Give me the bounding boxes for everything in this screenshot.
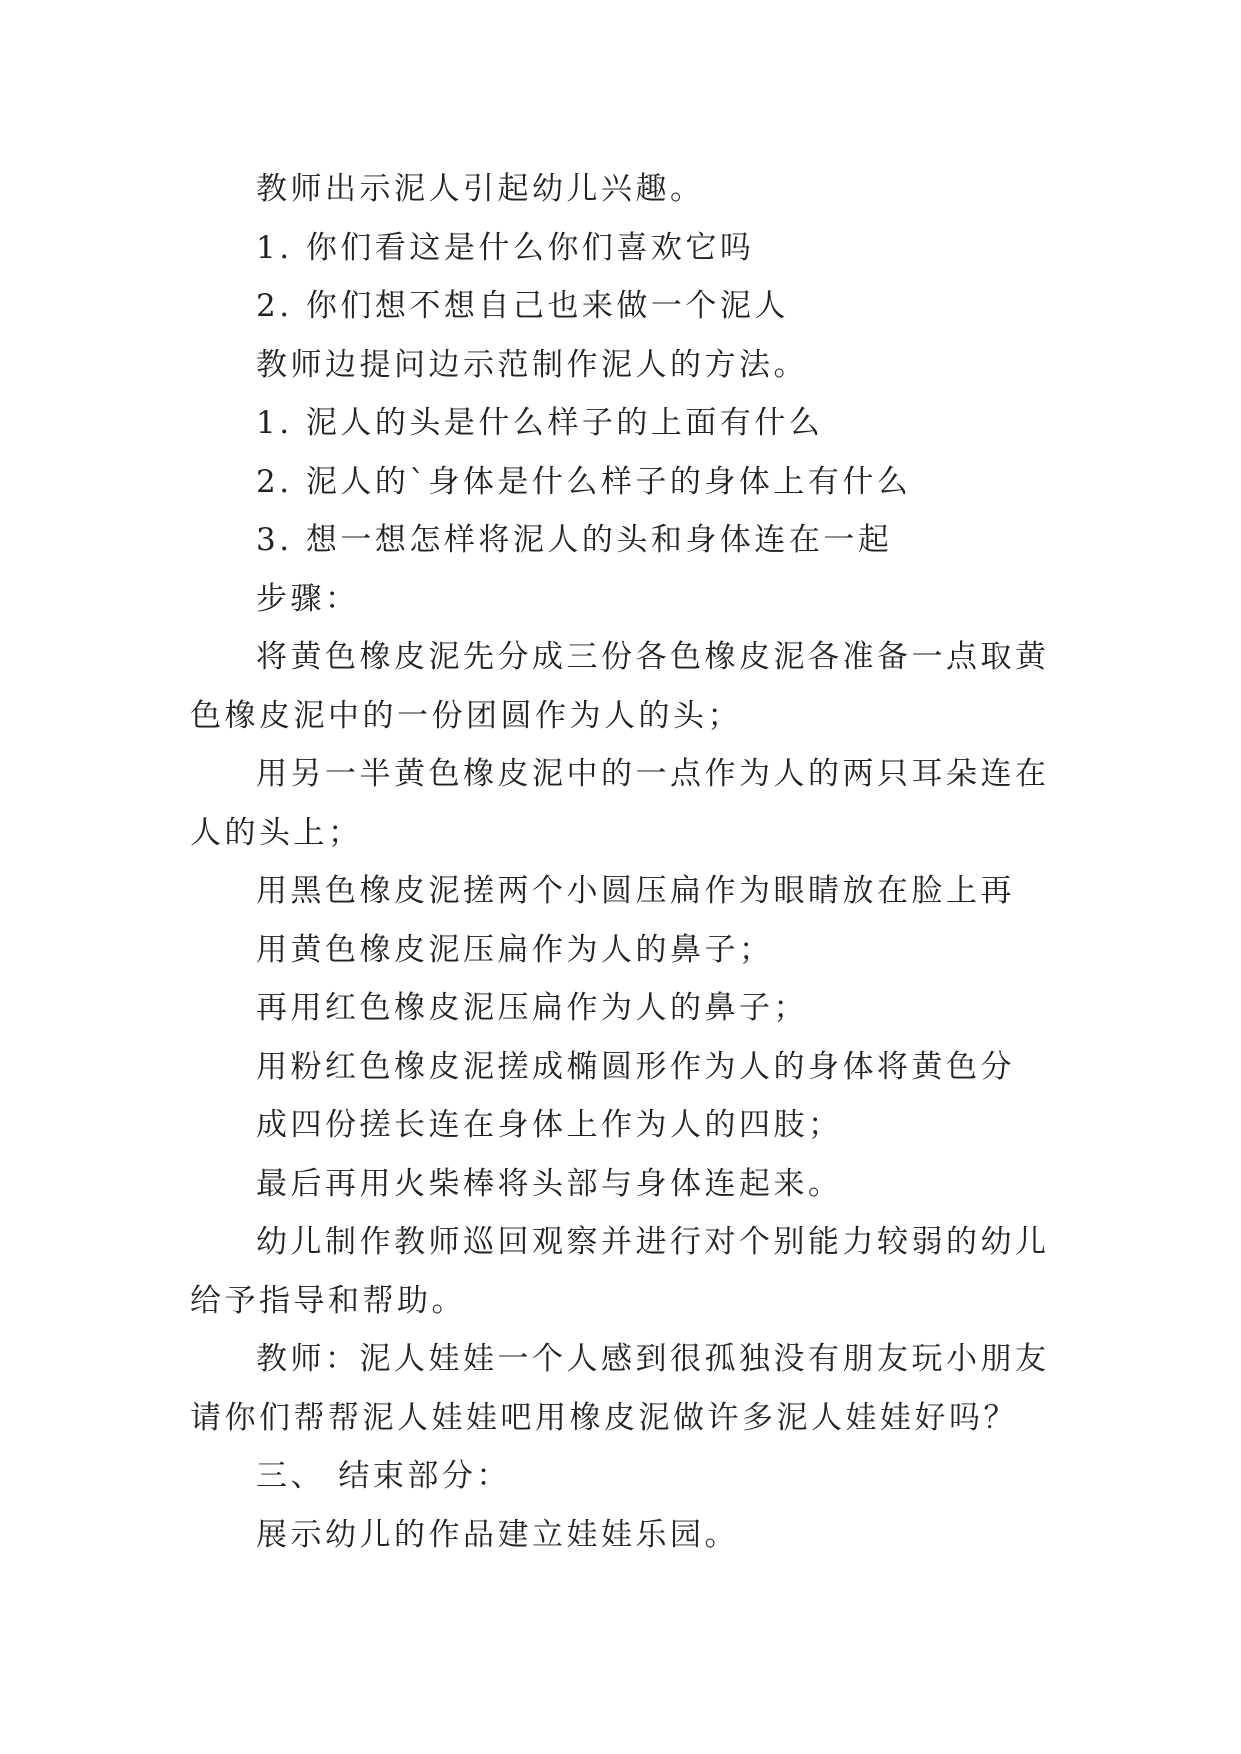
question-item-1: 1. 你们看这是什么你们喜欢它吗 xyxy=(256,229,755,266)
step-body: 用粉红色橡皮泥搓成椭圆形作为人的身体将黄色分 xyxy=(256,1048,1015,1085)
step-limbs: 成四份搓长连在身体上作为人的四肢； xyxy=(256,1107,843,1143)
document-body xyxy=(190,160,1050,1564)
step-connect: 最后再用火柴棒将头部与身体连起来。 xyxy=(256,1165,843,1202)
steps-heading: 步骤： xyxy=(256,580,360,617)
step-nose-yellow: 用黄色橡皮泥压扁作为人的鼻子； xyxy=(256,931,774,968)
step-head: 将黄色橡皮泥先分成三份各色橡皮泥各准备一点取黄色橡皮泥中的一份团圆作为人的头； xyxy=(190,639,1050,734)
section-heading-ending: 三、 结束部分： xyxy=(256,1458,511,1494)
paragraph-closing: 展示幼儿的作品建立娃娃乐园。 xyxy=(256,1516,739,1553)
paragraph-demo: 教师边提问边示范制作泥人的方法。 xyxy=(256,346,808,383)
demo-question-2: 2. 泥人的`身体是什么样子的身体上有什么 xyxy=(256,463,912,500)
paragraph-intro: 教师出示泥人引起幼儿兴趣。 xyxy=(256,171,705,207)
question-item-2: 2. 你们想不想自己也来做一个泥人 xyxy=(256,288,789,324)
step-eyes: 用黑色橡皮泥搓两个小圆压扁作为眼睛放在脸上再 xyxy=(256,873,1015,909)
paragraph-teacher-prompt: 教师：泥人娃娃一个人感到很孤独没有朋友玩小朋友请你们帮帮泥人娃娃吧用橡皮泥做许多泥人娃娃好吗？ xyxy=(190,1341,1050,1436)
step-ears: 用另一半黄色橡皮泥中的一点作为人的两只耳朵连在人的头上； xyxy=(190,756,1050,851)
demo-question-1: 1. 泥人的头是什么样子的上面有什么 xyxy=(256,405,824,441)
step-nose-red: 再用红色橡皮泥压扁作为人的鼻子； xyxy=(256,990,808,1026)
demo-question-3: 3. 想一想怎样将泥人的头和身体连在一起 xyxy=(256,522,893,558)
paragraph-guidance: 幼儿制作教师巡回观察并进行对个别能力较弱的幼儿给予指导和帮助。 xyxy=(190,1224,1050,1319)
